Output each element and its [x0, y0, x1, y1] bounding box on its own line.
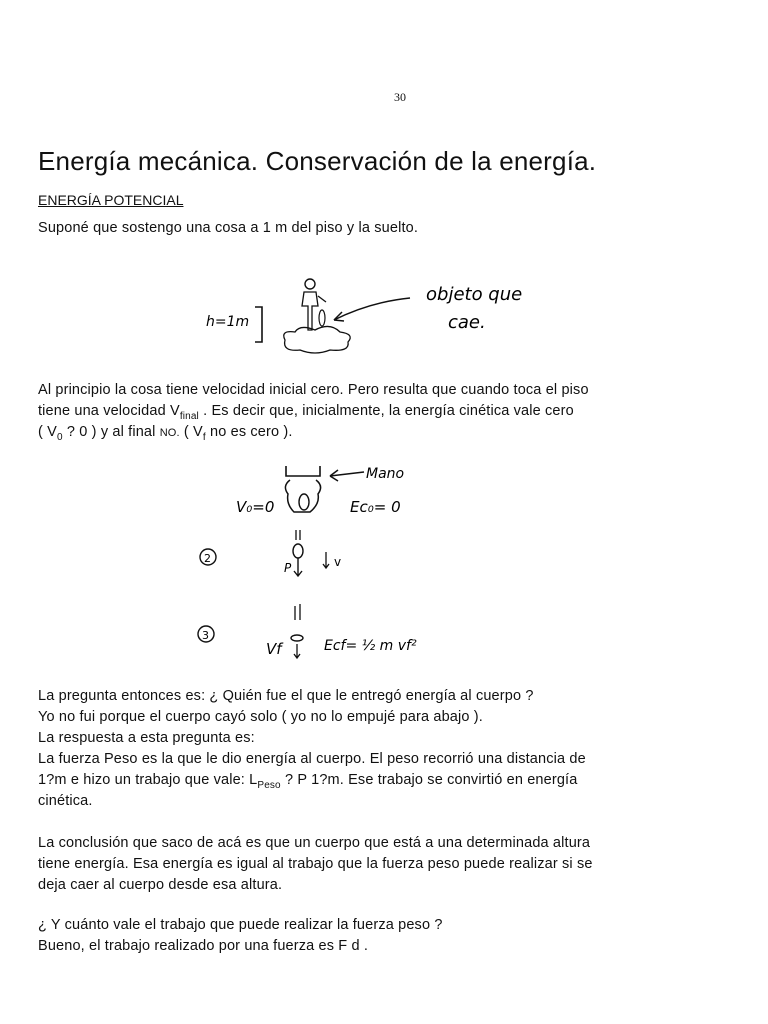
para1-line1: Al principio la cosa tiene velocidad inicial cero. Pero resulta que cuando toca el piso: [38, 382, 589, 398]
text: 1?m. Ese trabajo se convirtió en energía: [306, 772, 578, 788]
para2-line6: cinética.: [38, 793, 93, 809]
text: tiene una velocidad V: [38, 403, 180, 419]
height-label: h=1m: [206, 314, 250, 330]
para2-line4: La fuerza Peso es la que le dio energía al cuerpo. El peso recorrió una distancia de: [38, 751, 586, 767]
figure-falling-object: [200, 272, 550, 362]
section-heading: ENERGÍA POTENCIAL: [38, 192, 184, 208]
para4-line2: Bueno, el trabajo realizado por una fuerza es F d .: [38, 938, 369, 954]
ec0-label: Ec₀= 0: [350, 498, 401, 516]
para2-line3: La respuesta a esta pregunta es:: [38, 730, 255, 746]
text: ? P: [280, 772, 307, 788]
para2-line1: La pregunta entonces es: ¿ Quién fue el que le entregó energía al cuerpo ?: [38, 688, 534, 704]
para1-line2: [38, 403, 574, 422]
text: no es cero ).: [205, 424, 293, 440]
para1-line3: [38, 424, 293, 443]
para2-line5: [38, 772, 577, 791]
p-label: P: [284, 561, 292, 575]
para3-line1: La conclusión que saco de acá es que un cuerpo que está a una determinada altura: [38, 835, 591, 851]
text: ( V: [179, 424, 203, 440]
para3-line2: tiene energía. Esa energía es igual al trabajo que la fuerza peso puede realizar si se: [38, 856, 593, 872]
step-3-label: 3: [202, 629, 209, 642]
page-title: Energía mecánica. Conservación de la energía.: [38, 146, 597, 176]
object-label-2: cae.: [448, 312, 486, 333]
text: ? 0 ) y al final: [62, 424, 160, 440]
vf-label: Vf: [266, 640, 282, 658]
subscript: f: [202, 431, 206, 443]
para2-line2: Yo no fui porque el cuerpo cayó solo ( yo no lo empujé para abajo ).: [38, 709, 483, 725]
step-2-label: 2: [204, 552, 211, 565]
v-label: v: [334, 555, 342, 569]
subscript: Peso: [257, 779, 281, 791]
hand-label: Mano: [366, 466, 405, 482]
subscript: final: [179, 410, 199, 422]
text: 1?m e hizo un trabajo que vale: L: [38, 772, 258, 788]
figure-energy-stages: [190, 458, 430, 668]
object-label-1: objeto que: [426, 284, 523, 305]
text: ( V: [38, 424, 57, 440]
text: . Es decir que, inicialmente, la energía cinética vale cero: [198, 403, 574, 419]
para4-line1: ¿ Y cuánto vale el trabajo que puede realizar la fuerza peso ?: [38, 917, 443, 933]
para3-line3: deja caer al cuerpo desde esa altura.: [38, 877, 283, 893]
intro-text: Suponé que sostengo una cosa a 1 m del piso y la suelto.: [38, 220, 419, 236]
no-text: NO.: [159, 427, 180, 439]
page-number: 30: [394, 90, 406, 104]
subscript: 0: [56, 431, 63, 443]
v0-label: V₀=0: [236, 498, 275, 516]
ecf-label: Ecf= ½ m vf²: [324, 638, 417, 654]
